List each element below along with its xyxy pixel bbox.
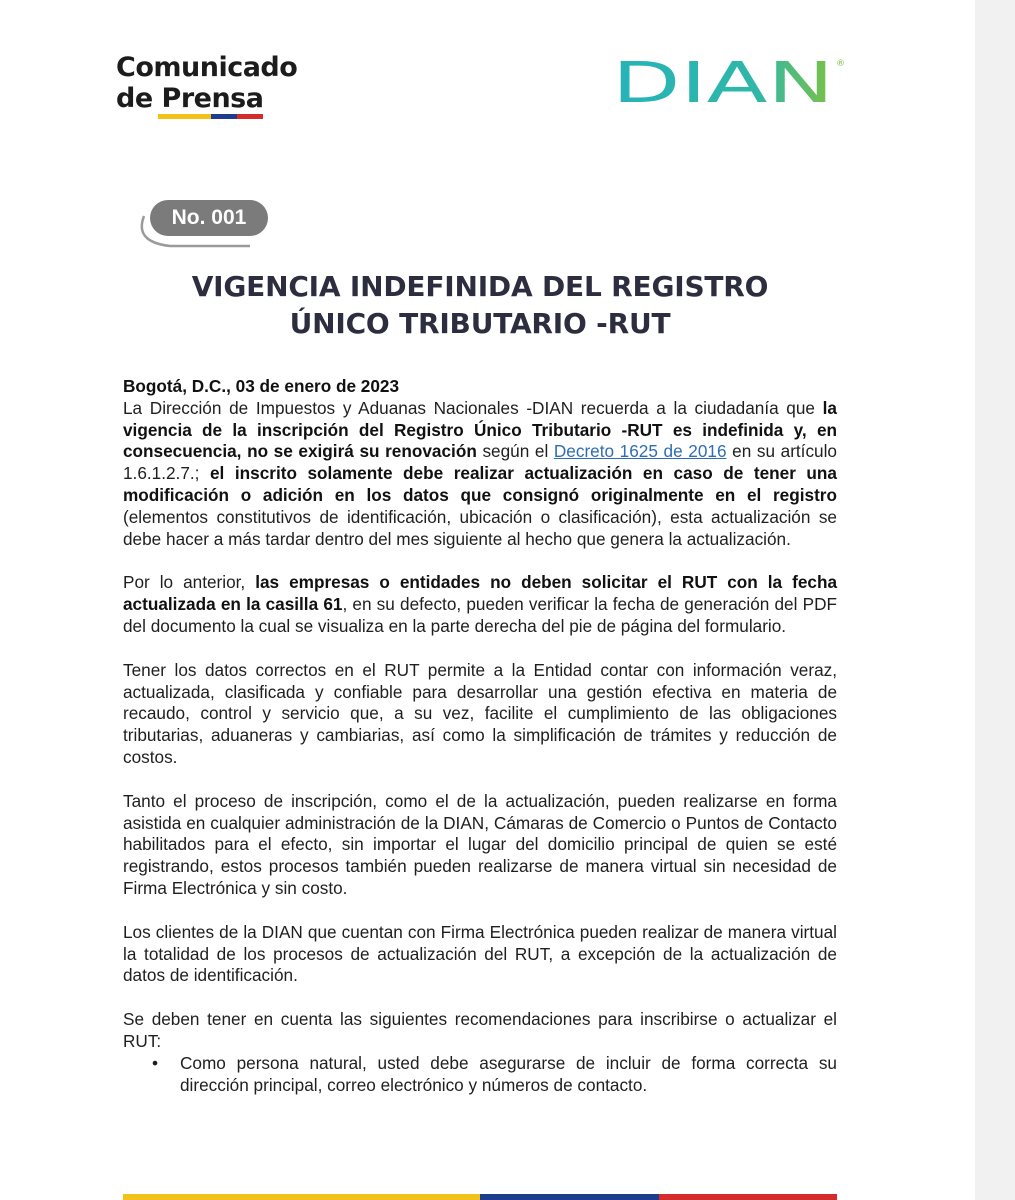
title-line-2: ÚNICO TRIBUTARIO -RUT <box>289 307 671 340</box>
list-item-text: Como persona natural, usted debe asegurarse de incluir de forma correcta su dirección principal, correo electrónico y números de contacto. <box>180 1052 837 1095</box>
dian-logo <box>612 51 845 116</box>
p2-text-2: , en su defecto, pueden verificar la fecha de generación del PDF del documento la cual se visualiza en la parte derecha del pie de página del formulario. <box>123 594 837 636</box>
paragraph-1 <box>123 398 837 551</box>
viewer-margin <box>975 0 1015 1200</box>
p2-text-1: Por lo anterior, <box>123 572 256 593</box>
decreto-link[interactable]: Decreto 1625 de 2016 <box>553 441 727 462</box>
brand-line-2: de Prensa <box>116 83 264 114</box>
p1-text-1: La Dirección de Impuestos y Aduanas Nacionales -DIAN recuerda a la ciudadanía que <box>123 397 823 418</box>
footer-flag-stripe <box>123 1194 837 1200</box>
p1-text-2: según el <box>476 441 554 462</box>
paragraph-5: Los clientes de la DIAN que cuentan con Firma Electrónica pueden realizar de manera virtual la totalidad de los procesos de actualización del RUT, a excepción de la actualización de datos de identificación. <box>123 921 837 986</box>
release-number-badge: No. 001 <box>150 200 268 236</box>
brand-line-1: Comunicado <box>116 52 298 83</box>
paragraph-4: Tanto el proceso de inscripción, como el de la actualización, pueden realizarse en forma asistida en cualquier administración de la DIAN, Cámaras de Comercio o Puntos de Contacto habilitados para el efecto, sin importar el lugar del domicilio principal de quien se esté registrando, estos procesos también pueden realizarse de manera virtual sin necesidad de Firma Electrónica y sin costo. <box>123 790 837 898</box>
p1-text-4: (elementos constitutivos de identificación, ubicación o clasificación), esta actualización se debe hacer a más tardar dentro del mes siguiente al hecho que genera la actualización. <box>123 506 837 549</box>
p1-text-3: en su artículo 1.6.1.2.7.; <box>123 441 837 484</box>
paragraph-6: Se deben tener en cuenta las siguientes recomendaciones para inscribirse o actualizar el RUT: <box>123 1009 837 1051</box>
registered-mark: ® <box>836 59 845 69</box>
page-title <box>120 268 840 342</box>
brand-flag-stripe <box>158 114 263 119</box>
dateline: Bogotá, D.C., 03 de enero de 2023 <box>123 376 400 396</box>
dian-logo-text: DIAN <box>612 51 834 116</box>
paragraph-3: Tener los datos correctos en el RUT permite a la Entidad contar con información veraz, actualizada, clasificada y confiable para desarrollar una gestión efectiva en materia de recaudo, control y servicio que, a su vez, facilite el cumplimiento de las obligaciones tributarias, aduaneras y cambiarias, así como la simplificación de trámites y reducción de costos. <box>123 659 837 767</box>
bullet-icon: • <box>152 1052 159 1073</box>
press-release-brand <box>116 52 297 114</box>
p1-bold-2: el inscrito solamente debe realizar actualización en caso de tener una modificación o adición en los datos que consignó originalmente en el registro <box>123 463 837 505</box>
document-body <box>123 376 837 1096</box>
paragraph-2 <box>123 572 837 637</box>
list-item <box>152 1052 837 1097</box>
p2-bold-1: las empresas o entidades no deben solicitar el RUT con la fecha actualizada en la casilla 61 <box>123 572 837 615</box>
title-line-1: VIGENCIA INDEFINIDA DEL REGISTRO <box>191 270 769 303</box>
recommendations-list <box>123 1053 837 1097</box>
p1-bold-1: la vigencia de la inscripción del Registro Único Tributario -RUT es indefinida y, en consecuencia, no se exigirá su renovación <box>123 397 837 462</box>
